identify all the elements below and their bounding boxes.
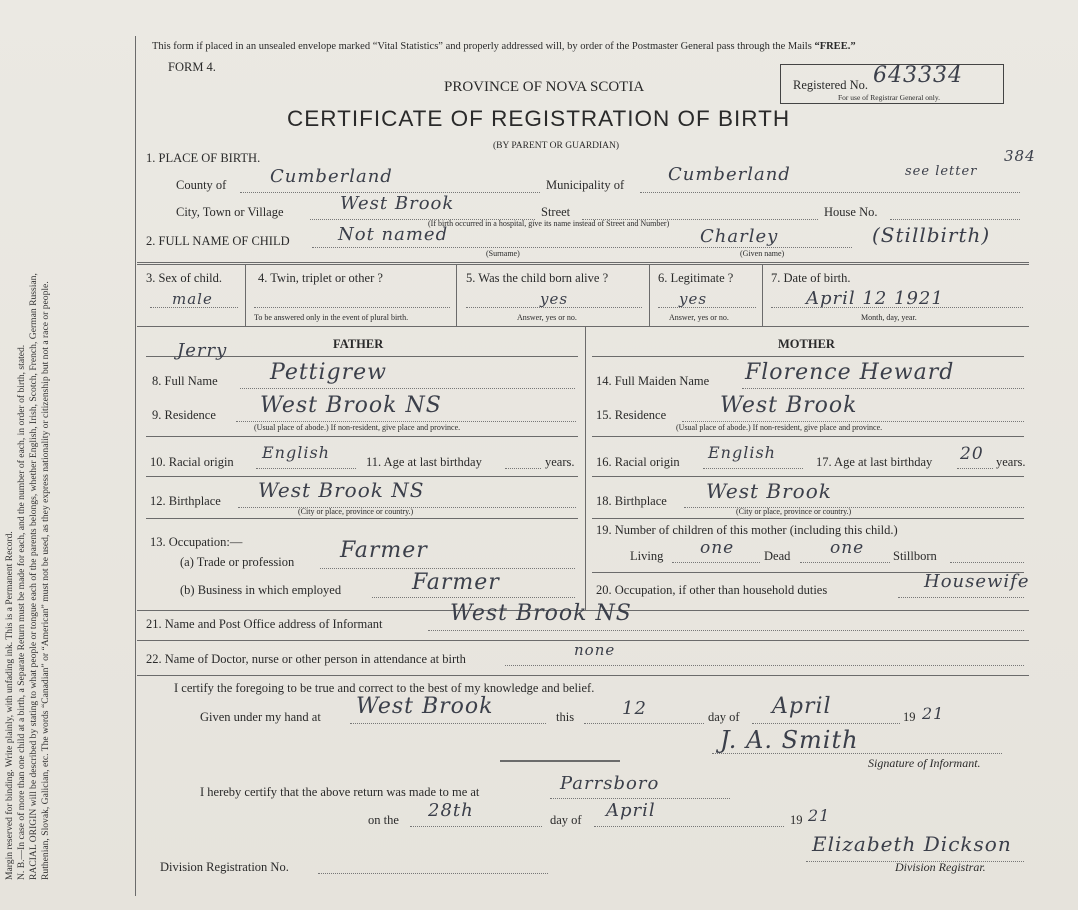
this-label: this bbox=[556, 710, 575, 724]
postal-notice-text: This form if placed in an unsealed envelope marked “Vital Statistics” and properly addressed will, by order of the Postmaster General pass through the Mails bbox=[152, 41, 812, 52]
alive-label: 5. Was the child born alive ? bbox=[466, 271, 609, 285]
certify-day-of-label: day of bbox=[708, 710, 740, 724]
mother-race-value: English bbox=[708, 443, 776, 462]
county-value: Cumberland bbox=[270, 166, 393, 187]
registered-number: 643334 bbox=[873, 63, 963, 88]
registrar-text: I hereby certify that the above return was made to me at bbox=[200, 785, 480, 799]
mother-occupation-label: 20. Occupation, if other than household duties bbox=[596, 583, 828, 597]
father-heading: FATHER bbox=[333, 337, 384, 351]
registrar-signature: Elizabeth Dickson bbox=[812, 832, 1012, 856]
informant-label: 21. Name and Post Office address of Informant bbox=[146, 617, 383, 631]
child-given-name: Charley bbox=[700, 226, 779, 247]
dob-label: 7. Date of birth. bbox=[771, 271, 851, 285]
mother-birthplace-note: (City or place, province or country.) bbox=[736, 507, 852, 516]
province-heading: PROVINCE OF NOVA SCOTIA bbox=[444, 79, 645, 95]
certify-year: 21 bbox=[922, 704, 945, 723]
mother-name-label: 14. Full Maiden Name bbox=[596, 374, 710, 388]
corner-number: 384 bbox=[1004, 147, 1036, 165]
doctor-value: none bbox=[574, 641, 616, 659]
legitimate-label: 6. Legitimate ? bbox=[658, 271, 734, 285]
mother-race-label: 16. Racial origin bbox=[596, 455, 680, 469]
father-birthplace-label: 12. Birthplace bbox=[150, 494, 221, 508]
city-value: West Brook bbox=[340, 193, 455, 214]
dead-value: one bbox=[830, 538, 865, 558]
registered-note: For use of Registrar General only. bbox=[838, 93, 940, 102]
certificate-title: CERTIFICATE OF REGISTRATION OF BIRTH bbox=[287, 106, 791, 131]
father-given-written: Jerry bbox=[177, 340, 228, 361]
twin-label: 4. Twin, triplet or other ? bbox=[258, 271, 383, 285]
margin-rule bbox=[135, 36, 136, 896]
dead-label: Dead bbox=[764, 549, 791, 563]
margin-instructions bbox=[4, 20, 124, 880]
mother-birthplace-value: West Brook bbox=[706, 479, 832, 503]
father-race-label: 10. Racial origin bbox=[150, 455, 234, 469]
registrar-year: 21 bbox=[808, 806, 831, 825]
twin-note: To be answered only in the event of plural birth. bbox=[254, 313, 409, 322]
father-name-value: Pettigrew bbox=[270, 360, 388, 385]
division-registration-label: Division Registration No. bbox=[160, 860, 289, 874]
stillborn-label: Stillborn bbox=[893, 549, 937, 563]
on-the-label: on the bbox=[368, 813, 399, 827]
father-age-unit: years. bbox=[545, 455, 575, 469]
registrar-month: April bbox=[606, 800, 656, 821]
father-residence-label: 9. Residence bbox=[152, 408, 216, 422]
father-occupation-label: 13. Occupation:— bbox=[150, 535, 243, 549]
informant-value: West Brook NS bbox=[450, 601, 632, 626]
child-surname: Not named bbox=[338, 224, 449, 245]
informant-signature: J. A. Smith bbox=[720, 726, 859, 754]
mother-name-value: Florence Heward bbox=[745, 360, 955, 385]
stillbirth-note: (Stillbirth) bbox=[872, 223, 991, 247]
mother-heading: MOTHER bbox=[778, 337, 835, 351]
county-label: County of bbox=[176, 178, 227, 192]
father-birthplace-note: (City or place, province or country.) bbox=[298, 507, 414, 516]
mother-birthplace-label: 18. Birthplace bbox=[596, 494, 667, 508]
father-residence-value: West Brook NS bbox=[260, 393, 442, 418]
division-registrar-caption: Division Registrar. bbox=[895, 860, 986, 874]
sex-value: male bbox=[172, 290, 213, 308]
alive-value: yes bbox=[540, 290, 569, 308]
legitimate-note: Answer, yes or no. bbox=[669, 313, 729, 322]
father-birthplace-value: West Brook NS bbox=[258, 478, 425, 502]
given-under-label: Given under my hand at bbox=[200, 710, 321, 724]
certificate-subtitle: (BY PARENT OR GUARDIAN) bbox=[493, 141, 620, 151]
certify-year-prefix: 19 bbox=[903, 710, 916, 724]
surname-caption: (Surname) bbox=[486, 249, 520, 258]
father-trade-value: Farmer bbox=[340, 538, 428, 563]
registered-label: Registered No. bbox=[793, 78, 868, 92]
house-label: House No. bbox=[824, 205, 878, 219]
living-label: Living bbox=[630, 549, 664, 563]
registrar-year-prefix: 19 bbox=[790, 813, 803, 827]
city-label: City, Town or Village bbox=[176, 205, 284, 219]
mother-residence-note: (Usual place of abode.) If non-resident, give place and province. bbox=[676, 423, 883, 432]
free-label: “FREE.” bbox=[814, 41, 856, 52]
place-heading: 1. PLACE OF BIRTH. bbox=[146, 151, 261, 165]
mother-age-label: 17. Age at last birthday bbox=[816, 455, 933, 469]
father-trade-label: (a) Trade or profession bbox=[180, 555, 295, 569]
municipality-value: Cumberland bbox=[668, 164, 791, 185]
registrar-place: Parrsboro bbox=[560, 773, 660, 794]
given-place: West Brook bbox=[356, 694, 494, 719]
dob-value: April 12 1921 bbox=[806, 288, 944, 309]
margin-line: Margin reserved for binding. Write plainly, with unfading ink. This is a Permanent Record. bbox=[4, 531, 15, 880]
street-label: Street bbox=[541, 205, 571, 219]
corner-note: see letter bbox=[905, 164, 978, 179]
living-value: one bbox=[700, 538, 735, 558]
dob-note: Month, day, year. bbox=[861, 313, 917, 322]
father-race-value: English bbox=[262, 443, 330, 462]
child-name-label: 2. FULL NAME OF CHILD bbox=[146, 234, 290, 248]
father-name-label: 8. Full Name bbox=[152, 374, 218, 388]
mother-residence-value: West Brook bbox=[720, 393, 858, 418]
certify-month: April bbox=[772, 694, 832, 719]
given-caption: (Given name) bbox=[740, 249, 785, 258]
margin-line: Ruthenian, Slovak, Galician, etc. The words “Canadian” or “American” must not be used, as they express nationality or citizenship but not a race or people. bbox=[40, 281, 51, 880]
certify-day: 12 bbox=[622, 698, 647, 719]
registrar-day: 28th bbox=[428, 800, 474, 821]
sex-label: 3. Sex of child. bbox=[146, 271, 223, 285]
mother-residence-label: 15. Residence bbox=[596, 408, 667, 422]
legitimate-value: yes bbox=[679, 290, 708, 308]
mother-children-label: 19. Number of children of this mother (including this child.) bbox=[596, 523, 898, 537]
father-age-label: 11. Age at last birthday bbox=[366, 455, 482, 469]
father-residence-note: (Usual place of abode.) If non-resident, give place and province. bbox=[254, 423, 461, 432]
father-business-value: Farmer bbox=[412, 570, 500, 595]
alive-note: Answer, yes or no. bbox=[517, 313, 577, 322]
form-number: FORM 4. bbox=[168, 60, 216, 74]
signature-caption: Signature of Informant. bbox=[868, 756, 981, 770]
mother-occupation-value: Housewife bbox=[924, 571, 1030, 592]
margin-line: RACIAL ORIGIN will be described by stating to what people or tongue each of the parents belongs, whether English, Irish, Scotch, French, German Russian, bbox=[28, 273, 39, 880]
postal-notice bbox=[152, 41, 856, 52]
mother-age-unit: years. bbox=[996, 455, 1026, 469]
certify-text: I certify the foregoing to be true and correct to the best of my knowledge and belief. bbox=[174, 681, 595, 695]
hospital-note: (If birth occurred in a hospital, give its name instead of Street and Number) bbox=[428, 219, 670, 228]
doctor-label: 22. Name of Doctor, nurse or other person in attendance at birth bbox=[146, 652, 466, 666]
municipality-label: Municipality of bbox=[546, 178, 625, 192]
mother-age-value: 20 bbox=[960, 444, 984, 464]
father-business-label: (b) Business in which employed bbox=[180, 583, 342, 597]
registrar-day-of-label: day of bbox=[550, 813, 582, 827]
margin-line: N. B.—In case of more than one child at a birth, a Separate Return must be made for each, and the number of each, in order of birth, stated. bbox=[16, 344, 27, 880]
